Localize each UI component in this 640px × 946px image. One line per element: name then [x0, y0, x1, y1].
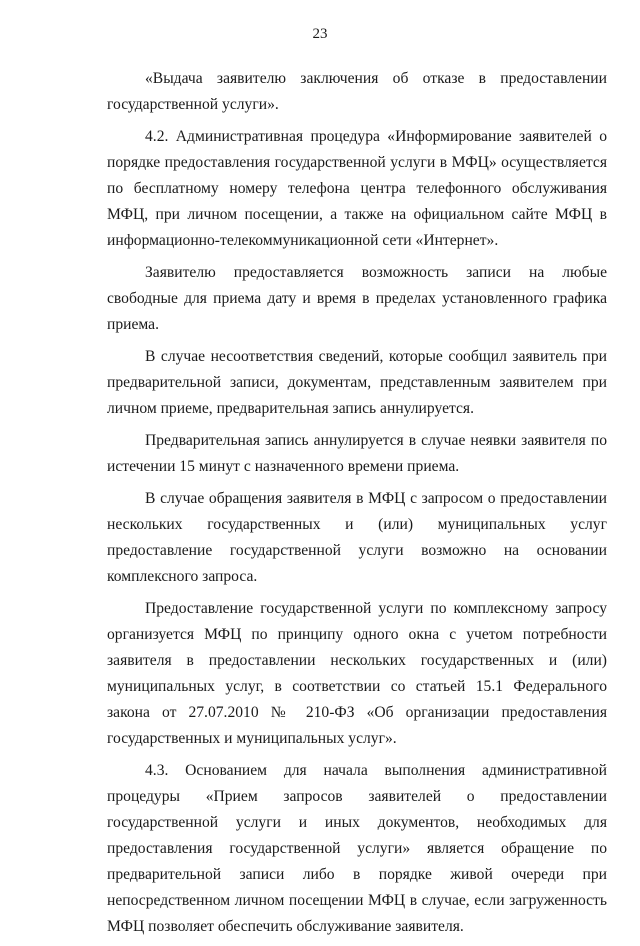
paragraph-4-2: 4.2. Административная процедура «Информирование заявителей о порядке предоставления государственной услуги в МФЦ» осуществляется по бесплатному номеру телефона центра телефонного обслуживания МФЦ, при личном посещении, а также на официальном сайте МФЦ в информационно-телекоммуникационной сети «Интернет». — [107, 128, 607, 249]
paragraph: Предварительная запись аннулируется в случае неявки заявителя по истечении 15 минут с назначенного времени приема. — [107, 432, 607, 475]
paragraph-continued: «Выдача заявителю заключения об отказе в предоставлении государственной услуги». — [107, 70, 607, 113]
paragraph: Предоставление государственной услуги по комплексному запросу организуется МФЦ по принципу одного окна с учетом потребности заявителя в предоставлении нескольких государственных и (или) муниципальных услуг, в соответствии со статьей 15.1 Федерального закона от 27.07.2010 № 210-ФЗ «Об организации предоставления государственных и муниципальных услуг». — [107, 600, 607, 747]
document-body — [107, 66, 607, 946]
paragraph: Заявителю предоставляется возможность записи на любые свободные для приема дату и время в пределах установленного графика приема. — [107, 264, 607, 333]
paragraph: В случае обращения заявителя в МФЦ с запросом о предоставлении нескольких государственных и (или) муниципальных услуг предоставление государственной услуги возможно на основании комплексного запроса. — [107, 490, 607, 585]
paragraph: В случае несоответствия сведений, которые сообщил заявитель при предварительной записи, документам, представленным заявителем при личном приеме, предварительная запись аннулируется. — [107, 348, 607, 417]
paragraph-4-3: 4.3. Основанием для начала выполнения административной процедуры «Прием запросов заявителей о предоставлении государственной услуги и иных документов, необходимых для предоставления государственной услуги» является обращение по предварительной записи либо в порядке живой очереди при непосредственном личном посещении МФЦ в случае, если загруженность МФЦ позволяет обеспечить обслуживание заявителя. — [107, 762, 607, 935]
page-number: 23 — [312, 26, 328, 42]
